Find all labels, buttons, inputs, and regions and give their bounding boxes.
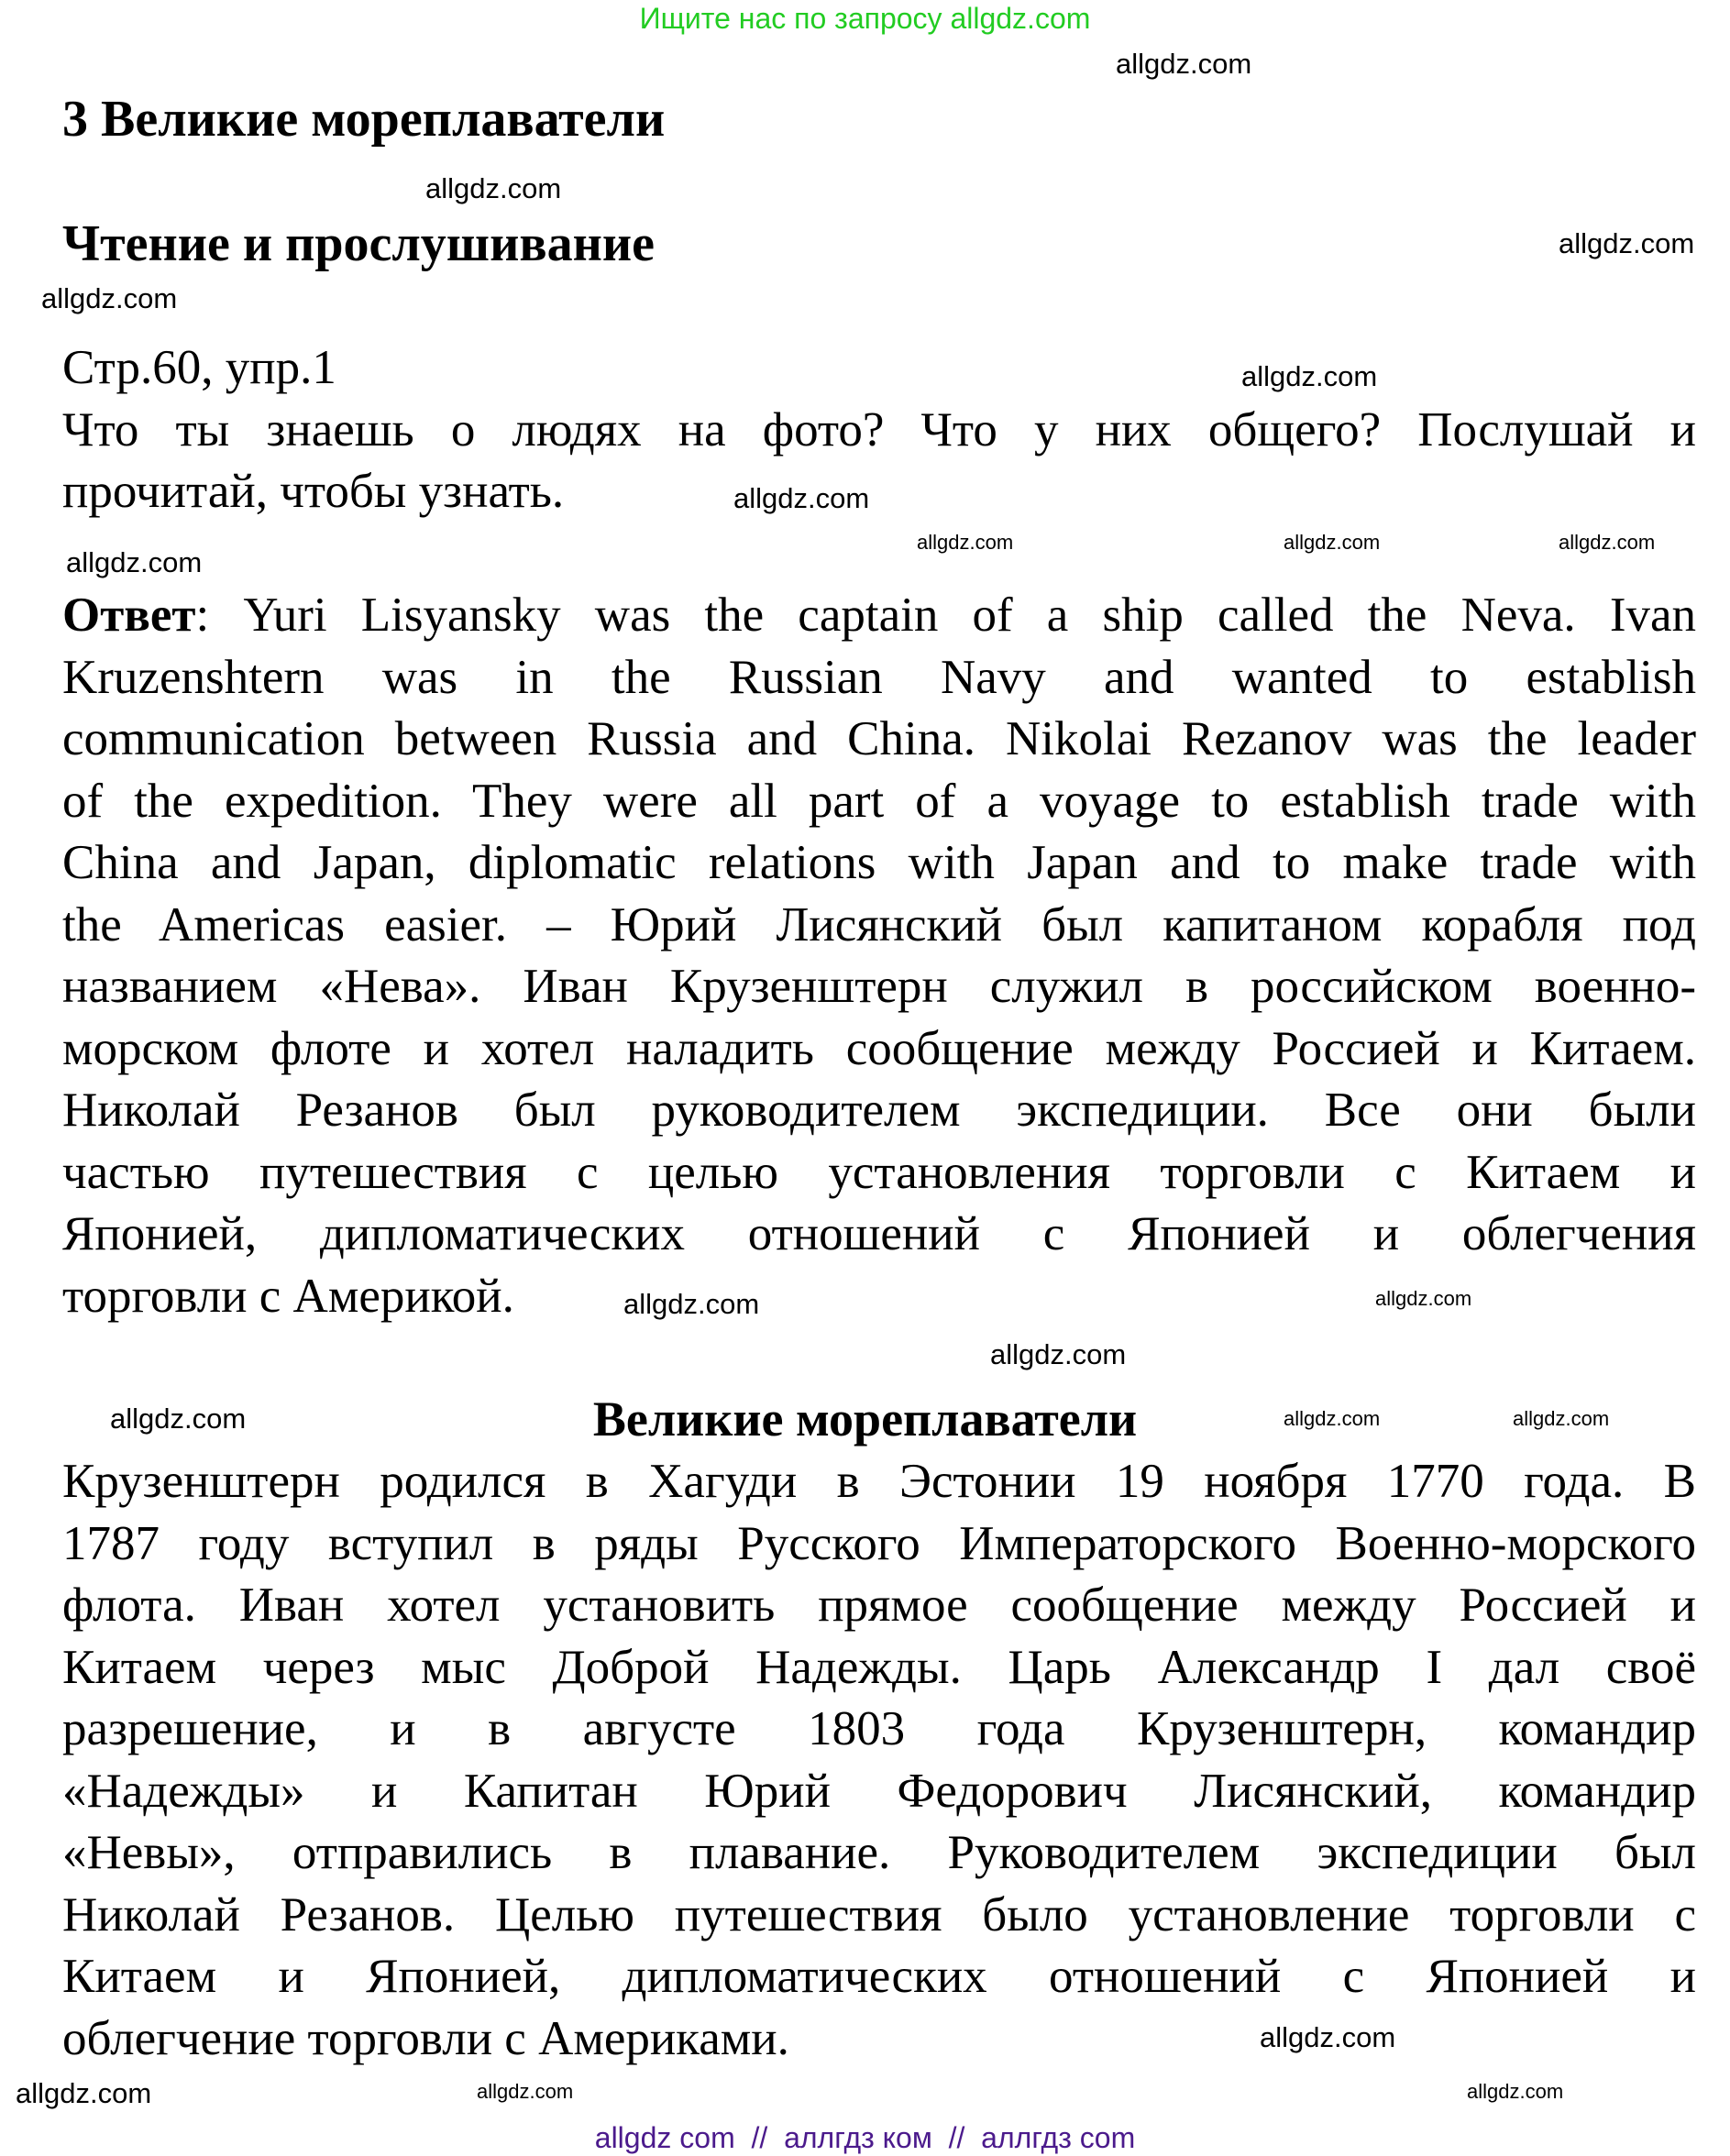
answer-first-line xyxy=(62,585,1696,647)
footer-links[interactable]: allgdz com // аллгдз ком // аллгдз com xyxy=(594,2121,1136,2154)
watermark: allgdz.com xyxy=(41,282,178,314)
text-line: Николай Резанов. Целью путешествия было установление торговли с xyxy=(62,1887,1696,1942)
watermark: allgdz.com xyxy=(1513,1407,1610,1430)
answer-block xyxy=(62,585,1696,1327)
watermark: allgdz.com xyxy=(1375,1287,1472,1310)
section-title: Чтение и прослушивание xyxy=(62,215,655,272)
watermark: allgdz.com xyxy=(425,172,562,204)
exercise-ref: Стр.60, упр.1 xyxy=(62,341,336,394)
chapter-title: 3 Великие мореплаватели xyxy=(62,91,666,148)
watermark: allgdz.com xyxy=(623,1288,760,1320)
watermark: allgdz.com xyxy=(477,2080,574,2103)
answer-lines xyxy=(62,647,1696,1328)
watermark: allgdz.com xyxy=(110,1402,247,1435)
text-line: «Надежды» и Капитан Юрий Федорович Лисянский, командир xyxy=(62,1764,1696,1818)
watermark: allgdz.com xyxy=(16,2077,152,2109)
text-line: Китаем и Японией, дипломатических отношений с Японией и xyxy=(62,1950,1696,2003)
text-lines xyxy=(62,1451,1696,2070)
watermark: allgdz.com xyxy=(1284,1407,1381,1430)
watermark: allgdz.com xyxy=(1284,531,1381,554)
answer-label: Ответ xyxy=(62,588,196,642)
exercise-block xyxy=(62,337,1696,523)
top-banner[interactable]: Ищите нас по запросу allgdz.com xyxy=(639,2,1091,35)
text-line: Kruzenshtern was in the Russian Navy and wanted to establish xyxy=(62,650,1696,704)
watermark: allgdz.com xyxy=(1559,227,1695,259)
text-block xyxy=(62,1451,1696,2070)
text-line: Китаем через мыс Доброй Надежды. Царь Александр I дал своё xyxy=(62,1640,1696,1694)
text-line: торговли с Америкой. xyxy=(62,1269,514,1323)
watermark: allgdz.com xyxy=(733,482,870,514)
watermark: allgdz.com xyxy=(917,531,1014,554)
text-line: облегчение торговли с Америками. xyxy=(62,2011,789,2065)
text-line: China and Japan, diplomatic relations with Japan and to make trade with xyxy=(62,836,1696,889)
watermark: allgdz.com xyxy=(1559,531,1656,554)
text-line: Японией, дипломатических отношений с Японией и облегчения xyxy=(62,1207,1696,1260)
watermark: allgdz.com xyxy=(1116,48,1252,80)
text-line: морском флоте и хотел наладить сообщение между Россией и Китаем. xyxy=(62,1021,1696,1075)
text-title: Великие мореплаватели xyxy=(592,1392,1138,1446)
text-line: Крузенштерн родился в Хагуди в Эстонии 19 ноября 1770 года. В xyxy=(62,1455,1696,1508)
watermark: allgdz.com xyxy=(1241,360,1378,392)
text-line: частью путешествия с целью установления торговли с Китаем и xyxy=(62,1145,1696,1199)
watermark: allgdz.com xyxy=(990,1338,1127,1370)
text-line: communication between Russia and China. Nikolai Rezanov was the leader xyxy=(62,712,1696,765)
text-line: of the expedition. They were all part of a voyage to establish trade with xyxy=(62,774,1696,828)
text-line: the Americas easier. – Юрий Лисянский был капитаном корабля под xyxy=(62,897,1696,952)
text-line: названием «Нева». Иван Крузенштерн служил в российском военно- xyxy=(62,960,1696,1013)
question-line: прочитай, чтобы узнать. xyxy=(62,465,565,518)
answer-text: : Yuri Lisyansky was the captain of a ship called the Neva. Ivan xyxy=(195,588,1696,642)
text-line: флота. Иван хотел установить прямое сообщение между Россией и xyxy=(62,1578,1696,1632)
text-line: «Невы», отправились в плавание. Руководителем экспедиции был xyxy=(62,1826,1696,1879)
watermark: allgdz.com xyxy=(1260,2021,1396,2053)
watermark: allgdz.com xyxy=(66,546,203,578)
text-line: разрешение, и в августе 1803 года Крузенштерн, командир xyxy=(62,1702,1696,1755)
question-line: Что ты знаешь о людях на фото? Что у них общего? Послушай и xyxy=(62,402,1696,456)
watermark: allgdz.com xyxy=(1467,2080,1564,2103)
text-line: 1787 году вступил в ряды Русского Императорского Военно-морского xyxy=(62,1516,1696,1570)
text-line: Николай Резанов был руководителем экспедиции. Все они были xyxy=(62,1084,1696,1137)
